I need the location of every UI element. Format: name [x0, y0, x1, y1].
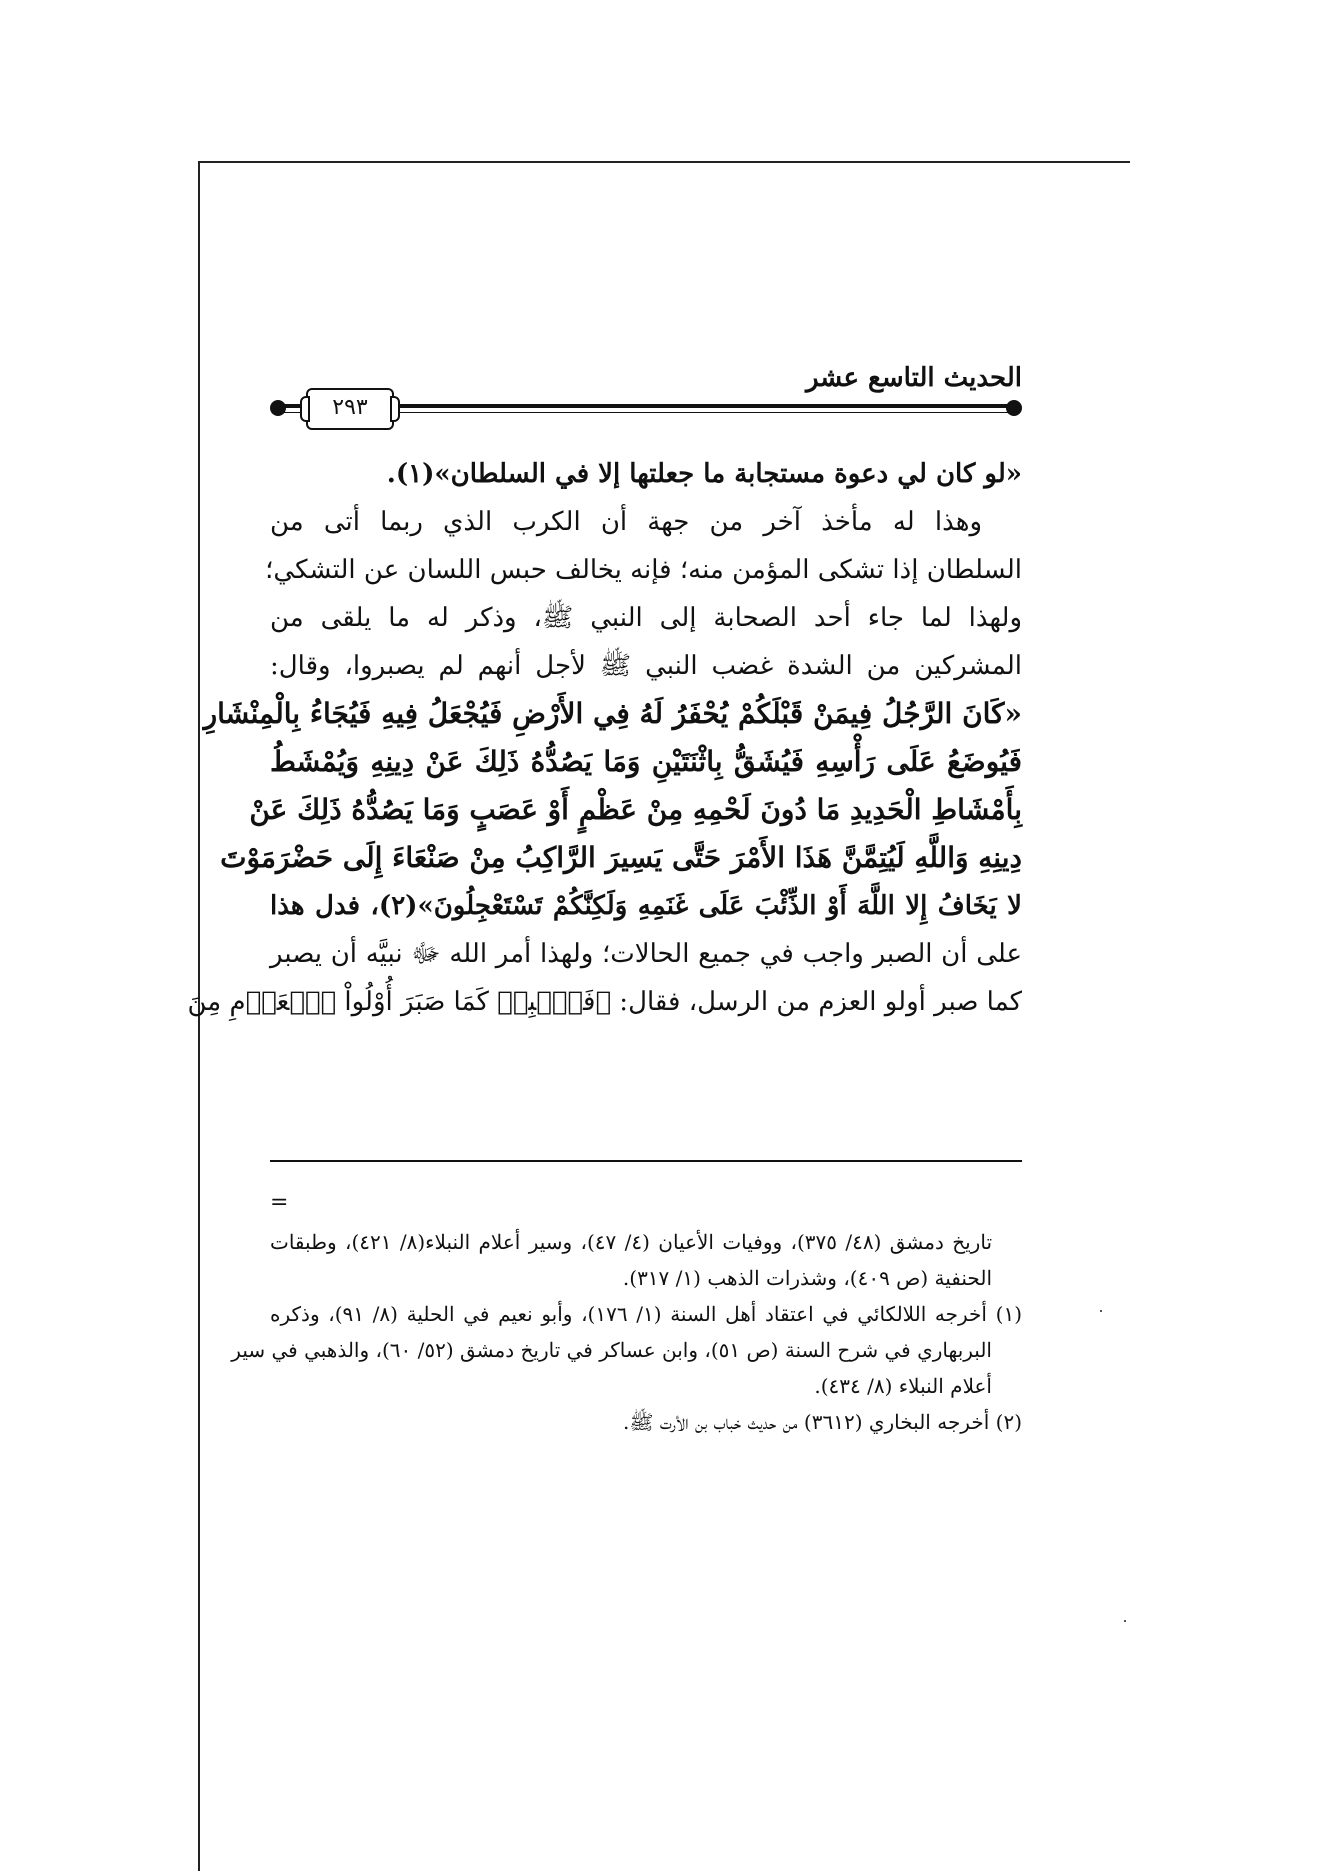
text-line: «لو كان لي دعوة مستجابة ما جعلتها إلا في السلطان»(١).	[386, 459, 1022, 489]
chapter-title: الحديث التاسع عشر	[805, 363, 1022, 393]
hadith-line: «كَانَ الرَّجُلُ فِيمَنْ قَبْلَكُمْ يُحْفَرُ لَهُ فِي الأَرْضِ فَيُجْعَلُ فِيهِ فَيُجَاءُ بِالْمِنْشَارِ	[203, 697, 1022, 730]
footnote-line: البربهاري في شرح السنة (ص ٥١)، وابن عساكر في تاريخ دمشق (٥٢/ ٦٠)، والذهبي في سير	[231, 1338, 992, 1362]
text-line: كما صبر أولو العزم من الرسل، فقال: ﴿فَٱصۡبِرۡ كَمَا صَبَرَ أُوْلُواْ ٱلۡعَزۡمِ مِنَ	[187, 987, 1022, 1017]
scan-speck	[1100, 1310, 1102, 1312]
footnote-line: الحنفية (ص ٤٠٩)، وشذرات الذهب (١/ ٣١٧).	[622, 1266, 992, 1290]
footnote-line: (١) أخرجه اللالكائي في اعتقاد أهل السنة (١/ ١٧٦)، وأبو نعيم في الحلية (٨/ ٩١)، وذكره	[270, 1302, 1022, 1326]
scan-speck	[1124, 1620, 1126, 1622]
text-line: السلطان إذا تشكى المؤمن منه؛ فإنه يخالف حبس اللسان عن التشكي؛	[265, 555, 1022, 585]
hadith-line: لا يَخَافُ إِلا اللَّهَ أَوْ الذِّئْبَ عَلَى غَنَمِهِ وَلَكِنَّكُمْ تَسْتَعْجِلُونَ»(٢)، فدل هذا	[270, 891, 1022, 921]
bullet-ornament-left	[270, 400, 286, 416]
footnote-line: أعلام النبلاء (٨/ ٤٣٤).	[814, 1374, 992, 1398]
footnote-continuation-mark: =	[270, 1190, 289, 1215]
bullet-ornament-right	[1006, 400, 1022, 416]
footnotes	[231, 1224, 1022, 1440]
scan-border-top	[198, 161, 1130, 163]
text-line: ولهذا لما جاء أحد الصحابة إلى النبي ﷺ، وذكر له ما يلقى من	[270, 603, 1022, 633]
text-line: على أن الصبر واجب في جميع الحالات؛ ولهذا أمر الله ﷻ نبيَّه أن يصبر	[270, 939, 1022, 969]
footnote-separator	[270, 1160, 1022, 1162]
footnote-line: تاريخ دمشق (٤٨/ ٣٧٥)، ووفيات الأعيان (٤/ ٤٧)، وسير أعلام النبلاء(٨/ ٤٢١)، وطبقات	[270, 1230, 993, 1254]
text-line: المشركين من الشدة غضب النبي ﷺ لأجل أنهم لم يصبروا، وقال:	[270, 651, 1022, 681]
text-line: وهذا له مأخذ آخر من جهة أن الكرب الذي ربما أتى من	[270, 507, 982, 537]
main-text	[187, 450, 1022, 1026]
hadith-line: فَيُوضَعُ عَلَى رَأْسِهِ فَيُشَقُّ بِاثْنَتَيْنِ وَمَا يَصُدُّهُ ذَلِكَ عَنْ دِينِهِ وَيُمْشَطُ	[270, 745, 1022, 778]
hadith-line: دِينِهِ وَاللَّهِ لَيُتِمَّنَّ هَذَا الأَمْرَ حَتَّى يَسِيرَ الرَّاكِبُ مِنْ صَنْعَاءَ إِلَى حَضْرَمَوْتَ	[220, 841, 1022, 874]
page-number: ٢٩٣	[306, 388, 394, 430]
hadith-line: بِأَمْشَاطِ الْحَدِيدِ مَا دُونَ لَحْمِهِ مِنْ عَظْمٍ أَوْ عَصَبٍ وَمَا يَصُدُّهُ ذَلِكَ عَنْ	[249, 793, 1022, 826]
footnote-line: (٢) أخرجه البخاري (٣٦١٢) من حديث خباب بن الأرت ﷺ.	[623, 1410, 1022, 1434]
